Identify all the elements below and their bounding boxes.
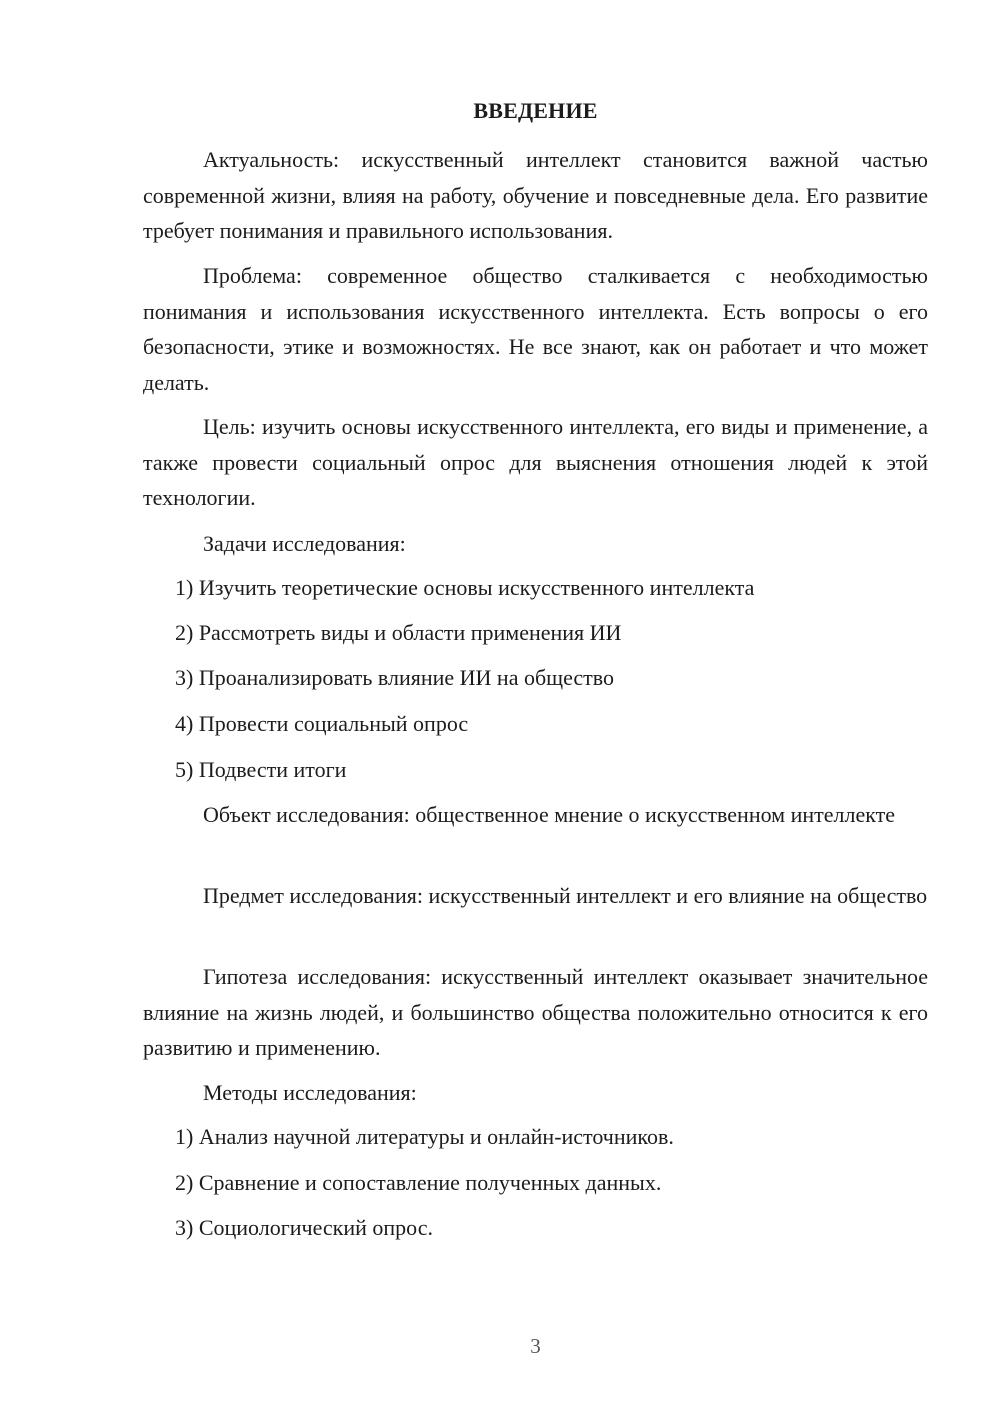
goal-paragraph: Цель: изучить основы искусственного интеллекта, его виды и применение, а также провести социальный опрос для выяснения отношения людей к этой технологии.	[143, 414, 928, 510]
methods-heading: Методы исследования:	[203, 1080, 417, 1105]
relevance-paragraph: Актуальность: искусственный интеллект становится важной частью современной жизни, влияя на работу, обучение и повседневные дела. Его развитие требует понимания и правильного использования.	[143, 147, 928, 243]
object-paragraph: Объект исследования: общественное мнение о искусственном интеллекте	[203, 802, 896, 827]
tasks-heading: Задачи исследования:	[203, 531, 406, 556]
task-item: 1) Изучить теоретические основы искусственного интеллекта	[175, 575, 755, 600]
document-page	[143, 0, 928, 1414]
page-title: ВВЕДЕНИЕ	[473, 98, 598, 123]
hypothesis-paragraph: Гипотеза исследования: искусственный интеллект оказывает значительное влияние на жизнь людей, и большинство общества положительно относится к его развитию и применению.	[143, 964, 928, 1060]
task-item: 4) Провести социальный опрос	[175, 711, 469, 736]
task-item: 3) Проанализировать влияние ИИ на общество	[175, 665, 615, 690]
method-item: 2) Сравнение и сопоставление полученных данных.	[175, 1170, 662, 1195]
task-item: 2) Рассмотреть виды и области применения ИИ	[175, 620, 622, 645]
subject-paragraph: Предмет исследования: искусственный интеллект и его влияние на общество	[203, 883, 928, 908]
method-item: 3) Социологический опрос.	[175, 1215, 433, 1240]
task-item: 5) Подвести итоги	[175, 757, 347, 782]
page-number: 3	[530, 1334, 541, 1358]
method-item: 1) Анализ научной литературы и онлайн-источников.	[175, 1124, 674, 1149]
problem-paragraph: Проблема: современное общество сталкивается с необходимостью понимания и использования искусственного интеллекта. Есть вопросы о его безопасности, этике и возможностях. Не все знают, как он работает и что может делать.	[143, 263, 928, 395]
